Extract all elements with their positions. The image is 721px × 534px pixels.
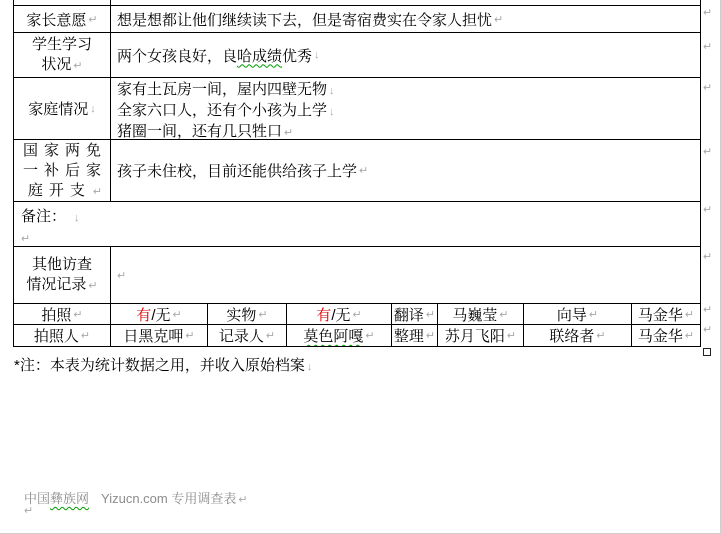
row-end-mark: ↵ [703,7,713,19]
student-study-content-text-end: 优秀 [282,47,313,65]
photo-yes-text: 有 [136,306,152,324]
cell-recorder-name[interactable] [287,325,392,346]
anchor-icon [703,348,711,356]
parent-wish-label-text: 家长意愿 [26,11,87,29]
remark-label-text: 备注： [21,208,67,225]
cell-liaison-name[interactable]: 马金华 ↵ [637,328,695,345]
cell-family-label[interactable] [14,78,111,139]
paragraph-mark: ↵ [506,330,517,342]
paragraph-mark: ↵ [352,308,362,321]
cell-student-study-content[interactable] [111,33,700,77]
paragraph-mark: ↵ [88,279,98,292]
cell-other-record-content[interactable] [111,247,700,303]
table-row-parent-wish [14,6,700,33]
note-line[interactable] [14,354,312,375]
row-end-mark: ↵ [703,324,713,336]
family-content-line: 家有土瓦房一间，屋内四壁无物 ↓ [117,81,335,98]
paragraph-mark: ↵ [92,185,103,198]
paragraph-mark: ↵ [284,127,294,139]
cell-expense-label[interactable] [14,140,111,201]
paragraph-mark: ↵ [425,330,436,342]
expense-content-text: 孩子未住校，目前还能供给孩子上学 [117,163,358,180]
row-end-mark: ↵ [703,304,713,316]
paragraph-mark: ↵ [73,59,83,72]
soft-return-mark: ↓ [74,212,80,224]
table-row-remark [14,202,700,247]
cell-parent-wish-content[interactable] [111,6,700,32]
cell-continued-label[interactable] [14,0,111,5]
paragraph-mark: ↵ [588,308,599,321]
paragraph-mark: ↵ [238,494,248,506]
paragraph-mark: ↵ [684,308,695,321]
paragraph-mark: ↵ [88,13,98,26]
cell-family-content[interactable] [111,78,700,139]
cell-photographer-label[interactable]: 拍照人 ↵ [14,325,111,346]
cell-photographer-name[interactable]: 日黑克呷 ↵ [111,325,208,346]
expense-label-text: 国家两免一补后家庭开支 [22,141,107,199]
paragraph-mark: ↵ [73,308,83,321]
cell-object-label[interactable]: 实物 ↵ [208,304,287,324]
cell-photo-value[interactable] [111,304,208,324]
cell-photo-label[interactable]: 拍照 ↵ [14,304,111,324]
paragraph-mark: ↵ [365,330,375,342]
cell-student-study-label[interactable] [14,33,111,77]
cell-guide-name[interactable]: 马金华 ↵ [637,306,695,324]
site-name-text: 中国 [24,491,51,506]
paragraph-mark: ↵ [359,165,369,177]
site-url-text: Yizucn.com 专用调查表 [101,491,237,506]
soft-return-mark: ↓ [329,85,335,97]
cell-translator-name[interactable]: 马巍莹 ↵ [438,304,524,324]
table-row-expense [14,140,700,202]
family-label-text: 家庭情况 [28,101,89,118]
paragraph-mark: ↵ [596,330,606,342]
cell-liaison-label[interactable]: 联络者 ↵ [524,325,632,346]
paragraph-mark: ↵ [117,269,127,282]
paragraph-mark: ↵ [265,330,276,342]
soft-return-mark: ↓ [314,49,320,61]
table-row-student-study [14,33,700,78]
spellcheck-wavy-text: 哈成绩 [237,47,283,65]
cell-object-value[interactable] [287,304,392,324]
paragraph-mark: ↵ [258,308,268,321]
cell-remark[interactable] [14,202,700,246]
note-text: *注：本表为统计数据之用，并收入原始档案 [14,357,305,374]
object-yes-text: 有 [316,306,332,324]
row-end-mark: ↵ [703,146,713,158]
other-record-label-text: 其他访查情况记录 [26,255,92,293]
row-end-mark: ↵ [703,41,713,53]
remark-line [21,207,700,228]
table-row-family [14,78,700,140]
spellcheck-wavy-text: 彝族网 [50,491,90,506]
paragraph-mark: ↵ [24,505,34,517]
cell-organizer-name[interactable]: 苏月飞阳 ↵ [438,325,524,346]
student-study-label-text: 学生学习状况 [31,35,92,73]
remark-empty-line [21,228,700,246]
row-end-mark: ↵ [703,204,713,216]
student-study-content-text: 两个女孩良好，良 [117,47,238,65]
soft-return-mark: ↓ [306,361,313,373]
paragraph-mark: ↵ [185,330,195,342]
paragraph-mark: ↵ [684,330,695,342]
cell-other-record-label[interactable] [14,247,111,303]
object-no-text: /无 [331,306,351,324]
row-end-mark: ↵ [703,82,713,94]
row-end-mark: ↵ [703,251,713,263]
cell-translator-label[interactable]: 翻译 ↵ [392,304,438,324]
parent-wish-content-text: 想是想都让他们继续读下去，但是寄宿费实在令家人担忧 [117,11,493,29]
spellcheck-wavy-text: 莫色阿嘎 [303,328,364,345]
cell-expense-content[interactable] [111,140,700,201]
cell-recorder-label[interactable]: 记录人 ↵ [208,325,287,346]
cell-guide-label[interactable]: 向导 ↵ [524,304,632,324]
cell-organizer-label[interactable]: 整理 ↵ [392,325,438,346]
paragraph-mark: ↵ [494,13,504,26]
paragraph-mark: ↵ [499,308,509,321]
paragraph-mark: ↵ [80,330,91,342]
table-row-photo [14,304,700,325]
doc-table [13,0,701,347]
paragraph-mark: ↵ [172,308,182,321]
soft-return-mark: ↓ [329,106,335,118]
cell-continued-content[interactable] [111,0,700,5]
paragraph-mark: ↵ [21,233,31,245]
photo-no-text: /无 [151,306,171,324]
table-row-other-record [14,247,700,304]
paragraph-mark: ↵ [425,308,436,321]
family-content-line: 全家六口人，还有个小孩为上学 ↓ [117,102,335,119]
family-content-line: 猪圈一间，还有几只牲口 ↵ [117,123,294,139]
table-row-persons [14,325,700,347]
soft-return-mark: ↓ [90,102,96,115]
footer-line[interactable] [24,488,248,507]
cell-parent-wish-label[interactable] [14,6,111,32]
